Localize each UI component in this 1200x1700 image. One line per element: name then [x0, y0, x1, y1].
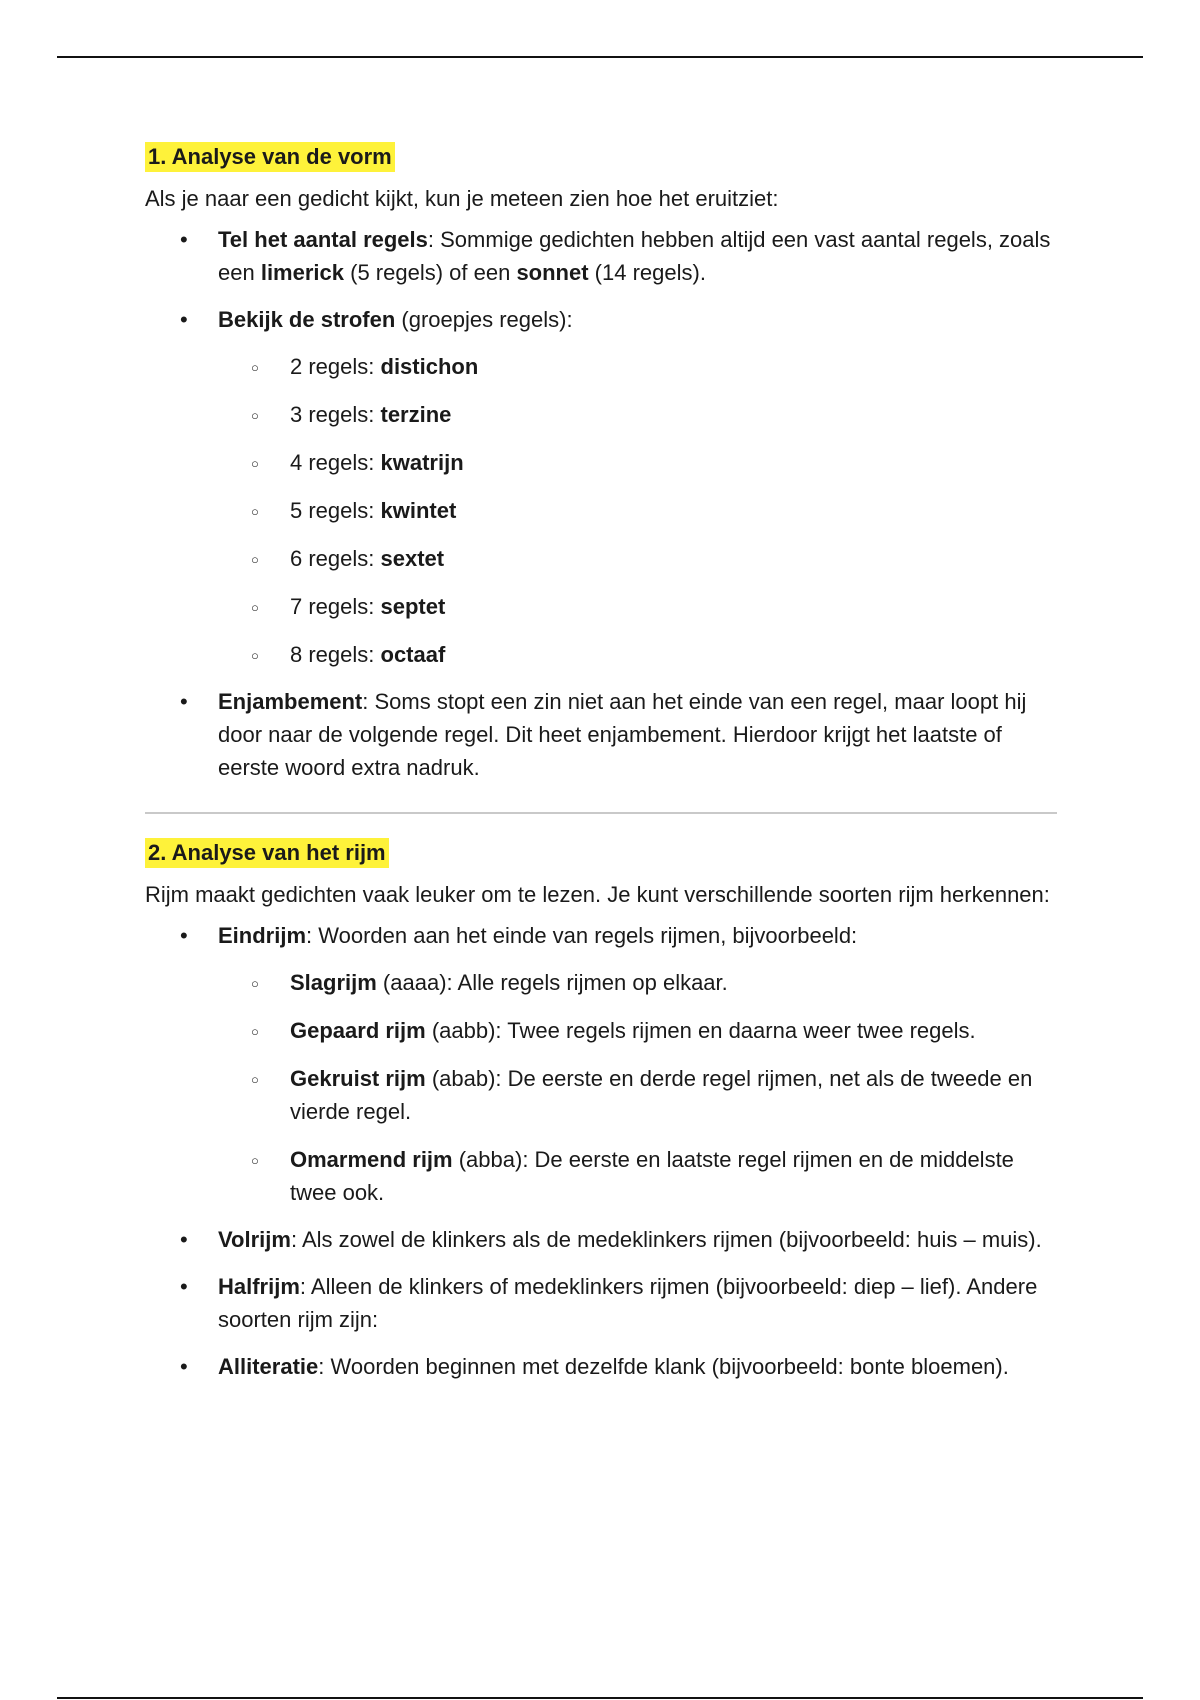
section-heading: 2. Analyse van het rijm [145, 838, 389, 868]
item-text: (groepjes regels): [395, 307, 573, 332]
item-text: (5 regels) of een [344, 260, 517, 285]
term: Alliteratie [218, 1354, 319, 1379]
section-rijm [145, 836, 1065, 1383]
item-text: : Sommige gedichten hebben altijd een vast aantal regels, zoals een [218, 227, 1051, 285]
term: Bekijk de strofen [218, 307, 396, 332]
term: Halfrijm [218, 1274, 300, 1299]
section-heading: 1. Analyse van de vorm [145, 142, 395, 172]
term: terzine [380, 402, 452, 427]
item-text: (abab): De eerste en derde regel rijmen, net als de tweede en vierde regel. [290, 1066, 1033, 1124]
term: distichon [380, 354, 479, 379]
sub-list-item [218, 1143, 1065, 1209]
term: sextet [380, 546, 445, 571]
list-item-enjambement [145, 685, 1065, 784]
term: Omarmend rijm [290, 1147, 453, 1172]
sub-list-item [218, 494, 1065, 527]
sub-list-item [218, 966, 1065, 999]
term: Gepaard rijm [290, 1018, 426, 1043]
sub-list-item [218, 1062, 1065, 1128]
term: Slagrijm [290, 970, 377, 995]
section-vorm [145, 140, 1065, 784]
sub-list-item [218, 398, 1065, 431]
list-item-halfrijm [145, 1270, 1065, 1336]
sub-list-rijmschema [218, 966, 1065, 1209]
section-intro: Rijm maakt gedichten vaak leuker om te lezen. Je kunt verschillende soorten rijm herkennen: [145, 882, 1050, 907]
list-item-volrijm [145, 1223, 1065, 1256]
item-text: 3 regels: [290, 402, 381, 427]
document-page [145, 140, 1065, 1397]
sub-list-item [218, 590, 1065, 623]
item-text: : Woorden beginnen met dezelfde klank (bijvoorbeeld: bonte bloemen). [318, 1354, 1009, 1379]
list-item-strofen [145, 303, 1065, 671]
bullet-list [145, 223, 1065, 784]
term: octaaf [380, 642, 446, 667]
sub-list-item [218, 542, 1065, 575]
item-text: 2 regels: [290, 354, 381, 379]
item-text: (aabb): Twee regels rijmen en daarna weer twee regels. [425, 1018, 976, 1043]
bullet-list [145, 919, 1065, 1383]
term: sonnet [516, 260, 589, 285]
term: Eindrijm [218, 923, 307, 948]
item-text: (abba): De eerste en laatste regel rijmen en de middelste twee ook. [290, 1147, 1014, 1205]
term: kwatrijn [380, 450, 464, 475]
list-item-regels [145, 223, 1065, 289]
sub-list-item [218, 638, 1065, 671]
term: Tel het aantal regels [218, 227, 428, 252]
item-text: : Woorden aan het einde van regels rijmen, bijvoorbeeld: [306, 923, 858, 948]
item-text: 6 regels: [290, 546, 381, 571]
item-text: : Als zowel de klinkers als de medeklinkers rijmen (bijvoorbeeld: huis – muis). [290, 1227, 1042, 1252]
page-bottom-rule [57, 1697, 1143, 1699]
sub-list-item [218, 1014, 1065, 1047]
section-divider [145, 812, 1057, 814]
sub-list-item [218, 350, 1065, 383]
term: Gekruist rijm [290, 1066, 426, 1091]
sub-list-strofen [218, 350, 1065, 671]
term: limerick [260, 260, 344, 285]
term: kwintet [380, 498, 457, 523]
item-text: (aaaa): Alle regels rijmen op elkaar. [376, 970, 728, 995]
item-text: 8 regels: [290, 642, 381, 667]
item-text: : Alleen de klinkers of medeklinkers rijmen (bijvoorbeeld: diep – lief). Andere soorten rijm zijn: [218, 1274, 1038, 1332]
item-text: : Soms stopt een zin niet aan het einde van een regel, maar loopt hij door naar de volgende regel. Dit heet enjambement. Hierdoor krijgt het laatste of eerste woord extra nadruk. [218, 689, 1027, 780]
sub-list-item [218, 446, 1065, 479]
item-text: 7 regels: [290, 594, 381, 619]
term: septet [380, 594, 446, 619]
item-text: 5 regels: [290, 498, 381, 523]
list-item-alliteratie [145, 1350, 1065, 1383]
term: Enjambement [218, 689, 363, 714]
item-text: 4 regels: [290, 450, 381, 475]
section-intro: Als je naar een gedicht kijkt, kun je meteen zien hoe het eruitziet: [145, 186, 779, 211]
page-top-rule [57, 56, 1143, 58]
item-text: (14 regels). [588, 260, 706, 285]
term: Volrijm [218, 1227, 291, 1252]
list-item-eindrijm [145, 919, 1065, 1209]
